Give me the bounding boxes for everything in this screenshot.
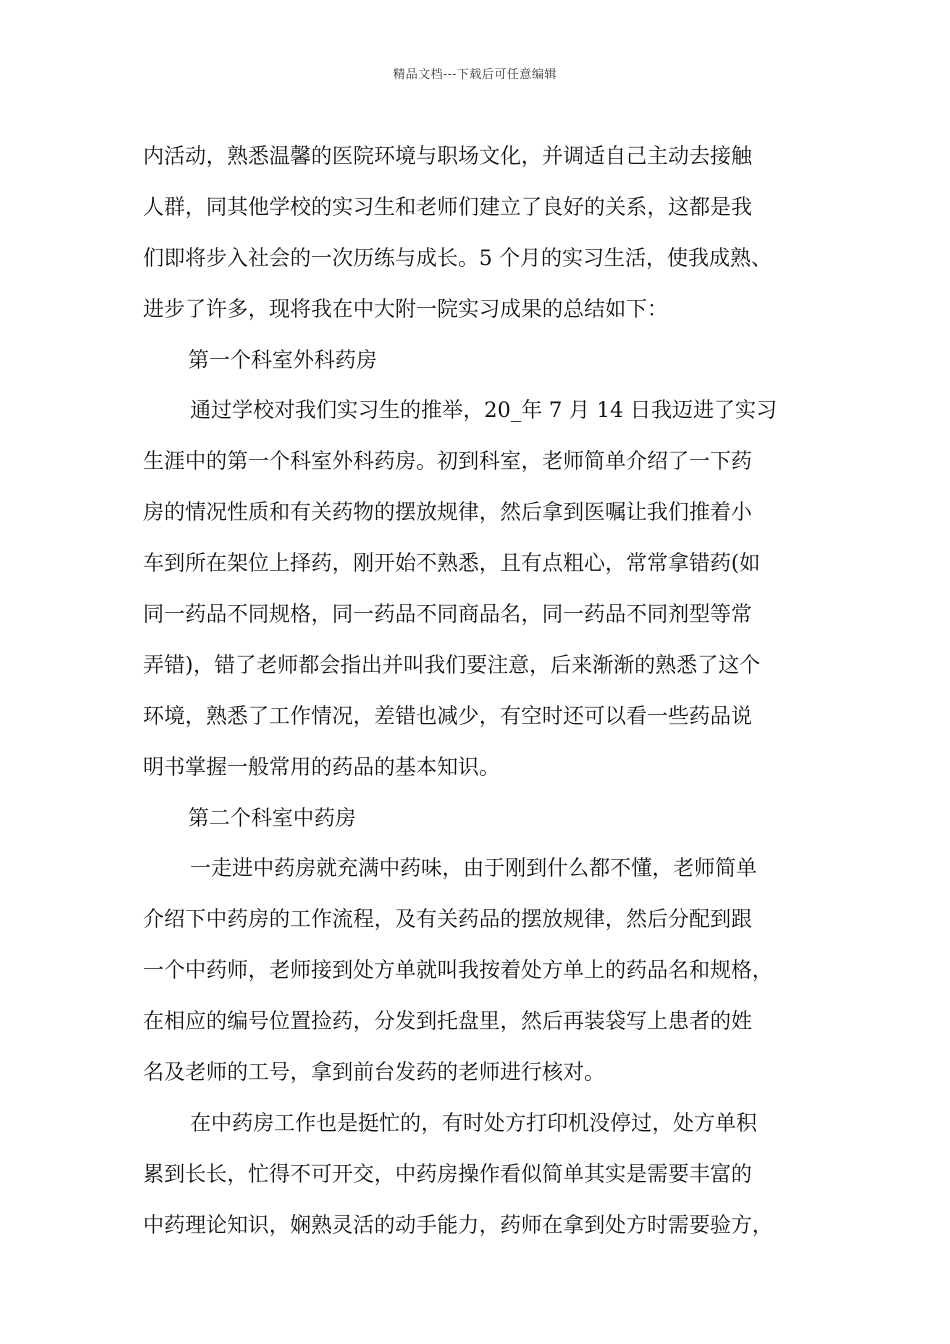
text-line: 房的情况性质和有关药物的摆放规律，然后拿到医嘱让我们推着小 [143, 500, 752, 525]
text-line: 内活动，熟悉温馨的医院环境与职场文化，并调适自己主动去接触 [143, 144, 752, 168]
text-line: 人群，同其他学校的实习生和老师们建立了良好的关系，这都是我 [143, 194, 752, 219]
text-line: 一走进中药房就充满中药味，由于刚到什么都不懂，老师简单 [190, 856, 757, 881]
text-line: 中药理论知识，娴熟灵活的动手能力，药师在拿到处方时需要验方， [143, 1212, 773, 1237]
text-line: 累到长长，忙得不可开交，中药房操作看似简单其实是需要丰富的 [143, 1161, 752, 1186]
text-line: 在中药房工作也是挺忙的，有时处方打印机没停过，处方单积 [190, 1110, 757, 1135]
text-line: 通过学校对我们实习生的推举，20_年 7 月 14 日我迈进了实习 [190, 398, 778, 423]
text-line: 车到所在架位上择药，刚开始不熟悉，且有点粗心，常常拿错药(如 [143, 551, 761, 576]
section-heading-first-dept: 第一个科室外科药房 [188, 347, 377, 372]
text-line: 在相应的编号位置捡药，分发到托盘里，然后再装袋写上患者的姓 [143, 1009, 752, 1034]
text-line: 名及老师的工号，拿到前台发药的老师进行核对。 [143, 1060, 605, 1085]
page-header: 精品文档---下载后可任意编辑 [393, 67, 557, 81]
text-line: 弄错)，错了老师都会指出并叫我们要注意，后来渐渐的熟悉了这个 [143, 652, 761, 677]
text-line: 明书掌握一般常用的药品的基本知识。 [143, 754, 500, 779]
section-heading-second-dept: 第二个科室中药房 [188, 805, 356, 830]
text-line: 一个中药师，老师接到处方单就叫我按着处方单上的药品名和规格， [143, 958, 773, 983]
text-line: 们即将步入社会的一次历练与成长。5 个月的实习生活，使我成熟、 [143, 245, 773, 270]
text-line: 环境，熟悉了工作情况，差错也减少，有空时还可以看一些药品说 [143, 703, 752, 728]
text-line: 介绍下中药房的工作流程，及有关药品的摆放规律，然后分配到跟 [143, 907, 752, 932]
text-line: 进步了许多，现将我在中大附一院实习成果的总结如下： [143, 296, 668, 321]
document-body [143, 131, 833, 1251]
text-line: 生涯中的第一个科室外科药房。初到科室，老师简单介绍了一下药 [143, 449, 752, 474]
text-line: 同一药品不同规格，同一药品不同商品名，同一药品不同剂型等常 [143, 602, 752, 627]
